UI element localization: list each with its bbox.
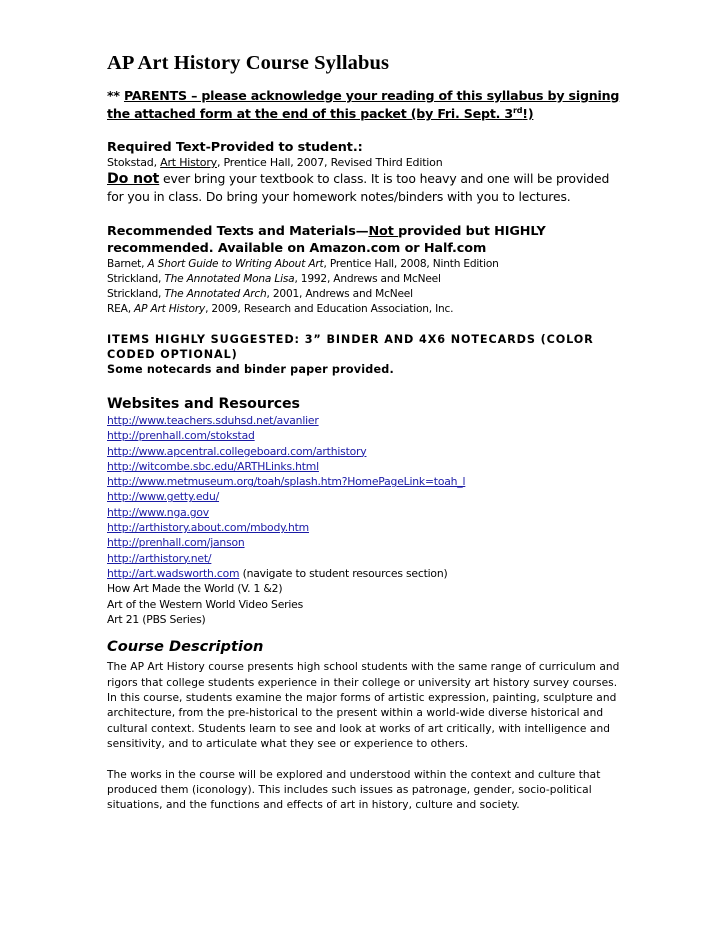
course-description-para-2: The works in the course will be explored and understood within the context and culture that produced them (iconology). This includes such issues as patronage, gender, socio-political situations, and the functions and effects of art in history, culture and society. [107,768,601,812]
required-book [107,156,622,170]
book-author: Barnet, [107,258,148,270]
website-link[interactable]: http://www.teachers.sduhsd.net/avanlier [107,414,319,427]
recommended-heading-b: provided but HIGHLY recommended. Available on Amazon.com or Half.com [107,224,546,256]
list-item [107,505,622,520]
list-item [107,489,622,504]
wadsworth-note: (navigate to student resources section) [239,566,448,580]
textbook-warning [107,170,622,206]
book-details: , Prentice Hall, 2008, Ninth Edition [323,258,499,270]
book-title: The Annotated Mona Lisa [164,273,295,285]
list-item [107,444,622,459]
syllabus-page [107,52,622,829]
list-item [107,535,622,550]
parents-notice-sup: rd [513,105,523,115]
warning-strong: Do not [107,171,160,187]
parents-notice-prefix: ** [107,88,124,103]
book-details: , 2009, Research and Education Association, Inc. [205,303,454,315]
items-suggested: ITEMS HIGHLY SUGGESTED: 3” BINDER AND 4X6 NOTECARDS (COLOR CODED OPTIONAL) [107,333,594,361]
resource-item: Art 21 (PBS Series) [107,612,206,626]
required-book-author: Stokstad, [107,156,161,169]
list-item [107,459,622,474]
warning-text: ever bring your textbook to class. It is too heavy and one will be provided for you in class. Do bring your homework notes/binders with you to lectures. [107,171,610,204]
recommended-heading-a: Recommended Texts and Materials— [107,224,369,239]
book-details: , 2001, Andrews and McNeel [266,288,413,300]
website-link[interactable]: http://www.apcentral.collegeboard.com/arthistory [107,444,367,458]
required-book-details: , Prentice Hall, 2007, Revised Third Edition [216,156,443,169]
website-link[interactable]: http://prenhall.com/stokstad [107,429,255,443]
course-description-para-1: The AP Art History course presents high school students with the same range of curriculum and rigors that college students experience in their college or university art history survey courses. In this course, students examine the major forms of artistic expression, painting, sculpture and architecture, from the pre-historical to the present within a world-wide diverse historical and cultural context. Students learn to see and look at works of art critically, with intelligence and sensitivity, and to articulate what they see or experience to others. [107,661,620,751]
website-link[interactable]: http://www.metmuseum.org/toah/splash.htm?HomePageLink=toah_l [107,475,466,489]
parents-notice-main: PARENTS – please acknowledge your reading of this syllabus by signing the attached form at the end of this packet (by Fri. Sept. 3 [107,88,620,121]
parents-notice [107,87,622,123]
website-link[interactable]: http://www.getty.edu/ [107,490,220,504]
website-link-wadsworth[interactable]: http://art.wadsworth.com [107,566,240,580]
page-title: AP Art History Course Syllabus [107,52,390,74]
list-item [107,566,622,581]
recommended-section [107,223,622,317]
course-description-heading: Course Description [107,638,264,656]
book-author: REA, [107,303,135,315]
items-provided: Some notecards and binder paper provided. [107,363,394,376]
resource-item: Art of the Western World Video Series [107,597,304,611]
required-heading: Required Text-Provided to student.: [107,140,363,155]
parents-notice-suffix: !) [522,106,534,121]
recommended-heading-not: Not [368,224,399,239]
parents-notice-text [107,88,619,121]
website-link[interactable]: http://witcombe.sbc.edu/ARTHLinks.html [107,459,319,473]
websites-heading: Websites and Resources [107,396,300,412]
book-author: Strickland, [107,273,165,285]
book-title: AP Art History [134,303,206,315]
book-title: A Short Guide to Writing About Art [147,258,324,270]
website-link[interactable]: http://arthistory.about.com/mbody.htm [107,521,309,535]
list-item [107,413,622,428]
book-details: , 1992, Andrews and McNeel [294,273,441,285]
book-title: The Annotated Arch [164,288,267,300]
list-item [107,520,622,535]
websites-list [107,413,622,627]
website-link[interactable]: http://arthistory.net/ [107,551,212,565]
book-item [107,257,622,272]
list-item [107,474,622,489]
list-item [107,428,622,443]
recommended-heading [107,223,622,257]
resource-item: How Art Made the World (V. 1 &2) [107,582,283,596]
book-item [107,272,622,287]
website-link[interactable]: http://www.nga.gov [107,505,210,519]
list-item [107,551,622,566]
website-link[interactable]: http://prenhall.com/janson [107,536,245,550]
book-item [107,302,622,317]
book-author: Strickland, [107,288,165,300]
required-book-title: Art History [160,156,217,169]
book-item [107,287,622,302]
